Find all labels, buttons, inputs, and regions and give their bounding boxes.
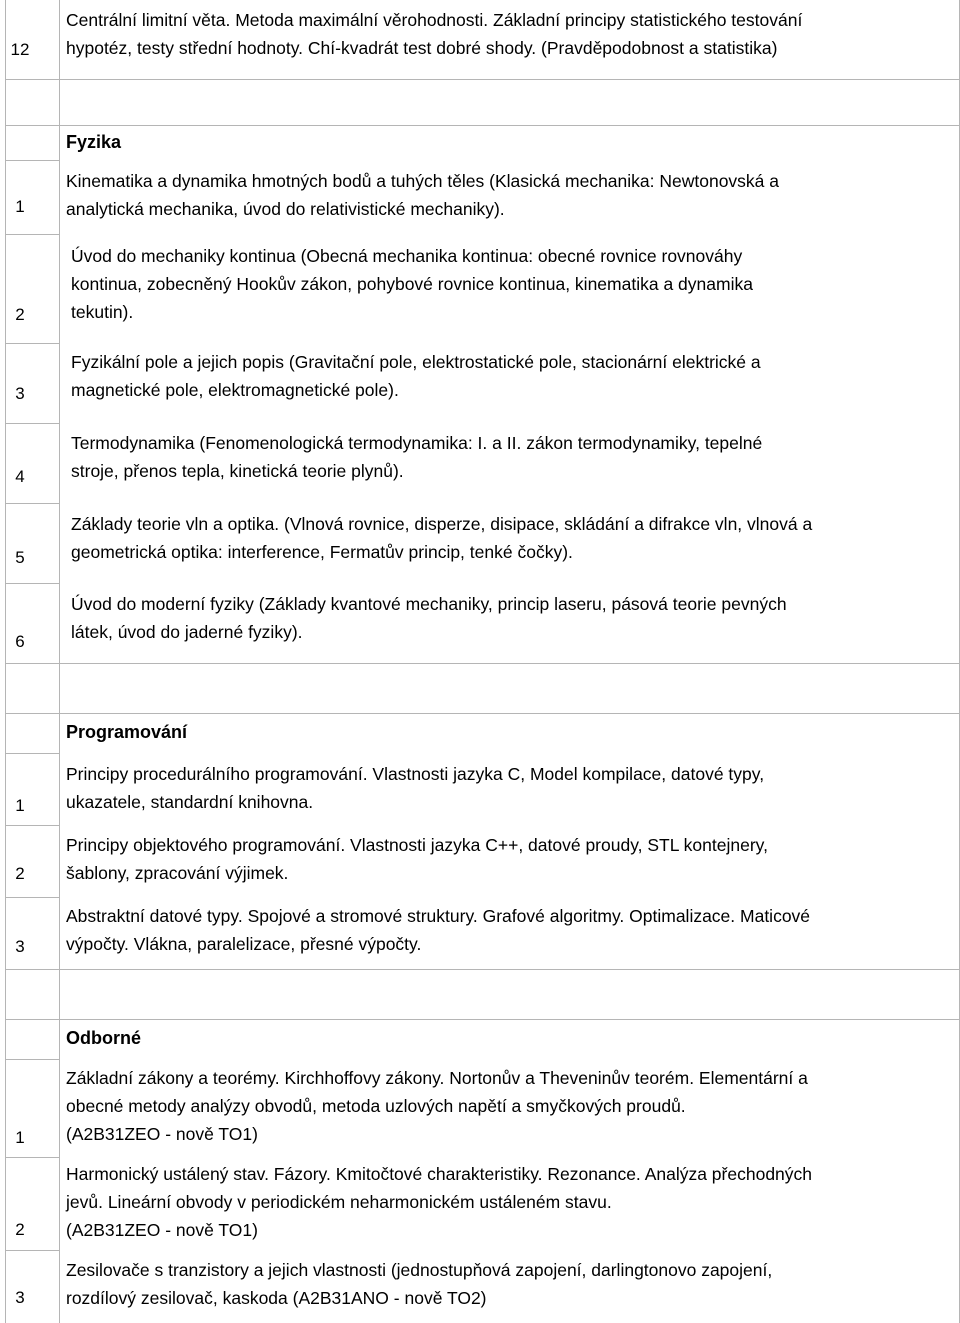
text-line: Zesilovače s tranzistory a jejich vlastnosti (jednostupňová zapojení, darlingtonovo zapojení, <box>66 1260 773 1280</box>
row-divider <box>5 713 960 714</box>
text-line: magnetické pole, elektromagnetické pole). <box>71 380 399 400</box>
text-line: hypotéz, testy střední hodnoty. Chí-kvadrát test dobré shody. (Pravděpodobnost a statistika) <box>66 38 778 58</box>
programming-topic-2 <box>66 831 768 887</box>
text-line: Abstraktní datové typy. Spojové a stromové struktury. Grafové algoritmy. Optimalizace. Maticové <box>66 906 811 926</box>
row-divider <box>5 583 60 584</box>
row-number: 2 <box>15 1220 25 1239</box>
programming-topic-1 <box>66 760 764 816</box>
row-number: 1 <box>15 796 25 815</box>
row-number: 2 <box>15 864 25 883</box>
text-line: Harmonický ustálený stav. Fázory. Kmitočtové charakteristiky. Rezonance. Analýza přechodných <box>66 1164 813 1184</box>
row-divider <box>5 825 60 826</box>
row-divider <box>5 1059 60 1060</box>
row-divider <box>5 503 60 504</box>
row-number: 3 <box>15 1288 25 1307</box>
row-number: 2 <box>15 305 25 324</box>
row-divider <box>5 423 60 424</box>
physics-topic-6 <box>71 590 787 646</box>
text-line: Centrální limitní věta. Metoda maximální věrohodnosti. Základní principy statistického testování <box>66 10 803 30</box>
row-divider <box>5 753 60 754</box>
text-line: tekutin). <box>71 302 134 322</box>
text-line: jevů. Lineární obvody v periodickém neharmonickém ustáleném stavu. <box>66 1192 612 1212</box>
row-number: 3 <box>15 937 25 956</box>
professional-topic-2 <box>66 1160 812 1244</box>
text-line: kontinua, zobecněný Hookův zákon, pohybové rovnice kontinua, kinematika a dynamika <box>71 274 753 294</box>
text-line: ukazatele, standardní knihovna. <box>66 792 314 812</box>
physics-topic-5 <box>71 510 812 566</box>
row-divider <box>5 1250 60 1251</box>
physics-topic-4 <box>71 429 762 485</box>
physics-topic-2 <box>71 242 753 326</box>
text-line: látek, úvod do jaderné fyziky). <box>71 622 303 642</box>
programming-topic-3 <box>66 902 810 958</box>
text-line: Fyzikální pole a jejich popis (Gravitační pole, elektrostatické pole, stacionární elektrické a <box>71 352 761 372</box>
text-line: výpočty. Vlákna, paralelizace, přesné výpočty. <box>66 934 422 954</box>
row-divider <box>5 969 960 970</box>
text-line: geometrická optika: interference, Fermatův princip, tenké čočky). <box>71 542 573 562</box>
row-divider <box>5 663 960 664</box>
section-heading-professional: Odborné <box>66 1028 141 1048</box>
text-line: Úvod do mechaniky kontinua (Obecná mechanika kontinua: obecné rovnice rovnováhy <box>71 246 743 266</box>
row-number: 5 <box>15 548 25 567</box>
text-line: Základy teorie vln a optika. (Vlnová rovnice, disperze, disipace, skládání a difrakce vln, vlnová a <box>71 514 813 534</box>
professional-topic-1 <box>66 1064 808 1148</box>
text-line: rozdílový zesilovač, kaskoda (A2B31ANO - nově TO2) <box>66 1288 487 1308</box>
physics-topic-1 <box>66 167 779 223</box>
text-line: analytická mechanika, úvod do relativistické mechaniky). <box>66 199 505 219</box>
row-divider <box>5 897 60 898</box>
section-heading-physics: Fyzika <box>66 132 122 152</box>
section-heading-programming: Programování <box>66 722 188 742</box>
row-number: 1 <box>15 197 25 216</box>
row-divider <box>5 234 60 235</box>
row-number: 4 <box>15 467 25 486</box>
row-divider <box>5 1019 960 1020</box>
physics-topic-3 <box>71 348 761 404</box>
text-line: Kinematika a dynamika hmotných bodů a tuhých těles (Klasická mechanika: Newtonovská a <box>66 171 780 191</box>
text-line: Úvod do moderní fyziky (Základy kvantové mechaniky, princip laseru, pásová teorie pevných <box>71 594 787 614</box>
text-line: Základní zákony a teorémy. Kirchhoffovy zákony. Nortonův a Theveninův teorém. Elementární a <box>66 1068 808 1088</box>
text-line: Termodynamika (Fenomenologická termodynamika: I. a II. zákon termodynamiky, tepelné <box>71 433 763 453</box>
column-divider <box>59 0 60 1323</box>
text-line: (A2B31ZEO - nově TO1) <box>66 1220 258 1240</box>
row-number: 6 <box>15 632 25 651</box>
row-number: 3 <box>15 384 25 403</box>
row-number: 1 <box>15 1128 25 1147</box>
text-line: stroje, přenos tepla, kinetická teorie plynů). <box>71 461 404 481</box>
text-line: Principy procedurálního programování. Vlastnosti jazyka C, Model kompilace, datové typy, <box>66 764 765 784</box>
row-divider <box>5 343 60 344</box>
row-number: 12 <box>10 40 30 59</box>
text-line: šablony, zpracování výjimek. <box>66 863 289 883</box>
row-divider <box>5 1157 60 1158</box>
professional-topic-3 <box>66 1256 772 1312</box>
row-divider <box>5 160 60 161</box>
row-divider <box>5 125 960 126</box>
statistics-description <box>66 6 802 62</box>
text-line: obecné metody analýzy obvodů, metoda uzlových napětí a smyčkových proudů. <box>66 1096 686 1116</box>
text-line: (A2B31ZEO - nově TO1) <box>66 1124 258 1144</box>
text-line: Principy objektového programování. Vlastnosti jazyka C++, datové proudy, STL kontejnery, <box>66 835 768 855</box>
row-divider <box>5 79 960 80</box>
